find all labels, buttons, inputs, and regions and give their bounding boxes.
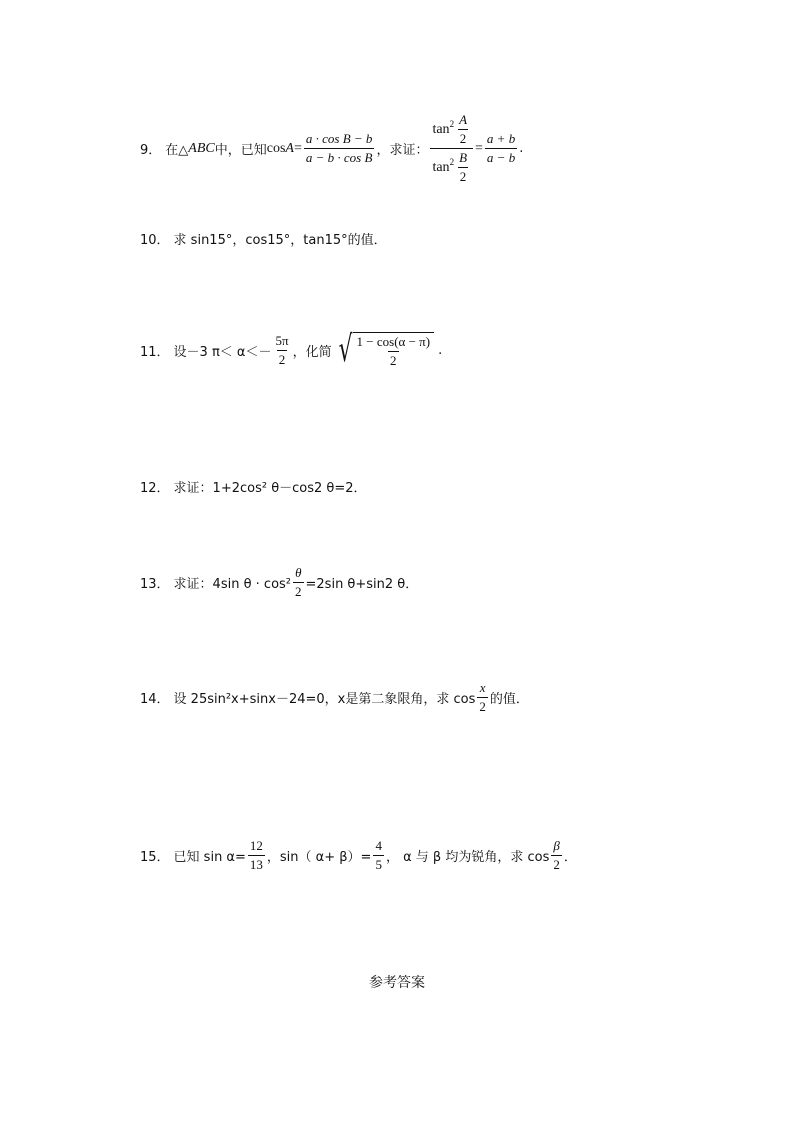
fraction-denominator — [430, 148, 473, 185]
fraction-numerator: A — [459, 112, 468, 127]
problem-number: 11． — [140, 345, 170, 360]
fraction — [248, 838, 265, 873]
fraction — [273, 333, 290, 368]
problem-13 — [140, 565, 418, 600]
fraction-denominator: 2 — [390, 353, 397, 368]
problem-15 — [140, 838, 577, 873]
fraction-numerator: a · cos B − b — [305, 131, 373, 146]
radicand — [353, 332, 435, 369]
problem-text: ，sin（ α+ β）= — [266, 850, 372, 865]
problem-number: 10． — [140, 233, 170, 248]
fraction-denominator: 2 — [553, 857, 560, 872]
fraction-denominator: a − b · cos B — [305, 150, 373, 165]
period: . — [438, 343, 443, 358]
problem-text: 已知 sin α= — [173, 850, 246, 865]
fraction-numerator: 12 — [249, 838, 263, 853]
problem-11 — [140, 329, 443, 370]
fraction-denominator: 5 — [375, 857, 382, 872]
problem-text: ，化简 — [292, 345, 332, 360]
problem-9 — [140, 112, 523, 185]
problem-text: 求 sin15°，cos15°，tan15°的值． — [173, 233, 387, 248]
exponent: 2 — [449, 118, 455, 129]
triangle-label: ABC — [188, 140, 215, 156]
fraction-numerator: 1 − cos(α − π) — [356, 334, 431, 349]
cos-function: cos — [266, 140, 286, 156]
fraction — [477, 680, 488, 715]
fraction-denominator: 2 — [459, 131, 467, 146]
problem-text: 设－3 π＜ α＜－ — [173, 345, 272, 360]
problem-text: 的值． — [489, 692, 529, 707]
fraction-denominator: 2 — [295, 584, 302, 599]
fraction-numerator: θ — [295, 565, 302, 580]
fraction-denominator: a − b — [486, 150, 516, 165]
problem-text: ，求证： — [376, 143, 429, 158]
problem-text: 设 25sin²x+sinx－24=0，x是第二象限角，求 cos — [173, 692, 476, 707]
fraction-numerator: a + b — [486, 131, 516, 146]
problem-text: 在△ — [165, 143, 189, 158]
tan-function: tan — [432, 159, 450, 175]
problem-number: 15． — [140, 850, 170, 865]
problem-number: 12． — [140, 481, 170, 496]
period: . — [519, 141, 524, 156]
tan-ratio-fraction — [430, 112, 473, 185]
fraction — [551, 838, 562, 873]
problem-text: 求证：1+2cos² θ－cos2 θ=2． — [173, 481, 367, 496]
problem-text: ， α 与 β 均为锐角，求 cos — [385, 850, 550, 865]
half-angle-fraction — [457, 112, 469, 147]
tan-function: tan — [432, 121, 450, 137]
half-angle-fraction — [457, 150, 469, 185]
period: ． — [563, 850, 577, 865]
problem-12 — [140, 477, 367, 496]
problem-text: 求证：4sin θ · cos² — [173, 577, 292, 592]
equals-sign: = — [475, 140, 483, 156]
fraction-numerator: β — [553, 838, 560, 853]
angle-variable: A — [285, 140, 294, 156]
exponent: 2 — [449, 156, 455, 167]
problem-14 — [140, 680, 529, 715]
fraction-denominator: 2 — [459, 169, 467, 184]
fraction-denominator: 2 — [479, 699, 486, 714]
problem-number: 14． — [140, 692, 170, 707]
fraction — [485, 131, 517, 166]
fraction-denominator: 13 — [249, 857, 263, 872]
square-root — [334, 329, 434, 370]
fraction-numerator: 5π — [275, 333, 289, 348]
fraction-numerator — [430, 112, 473, 148]
fraction — [304, 131, 375, 166]
problem-number: 9． — [140, 143, 162, 158]
fraction — [355, 334, 433, 369]
fraction-denominator: 2 — [278, 352, 286, 367]
problem-text: =2sin θ+sin2 θ． — [305, 577, 419, 592]
problem-number: 13． — [140, 577, 170, 592]
answers-heading: 参考答案 — [369, 975, 425, 991]
fraction — [373, 838, 384, 873]
fraction-numerator: 4 — [375, 838, 382, 853]
radical-sign: √ — [338, 329, 352, 370]
fraction-numerator: x — [479, 680, 486, 695]
problem-text: 中，已知 — [214, 143, 267, 158]
equals-sign: = — [293, 140, 302, 156]
fraction — [293, 565, 304, 600]
fraction-numerator: B — [459, 150, 468, 165]
problem-10 — [140, 229, 387, 248]
